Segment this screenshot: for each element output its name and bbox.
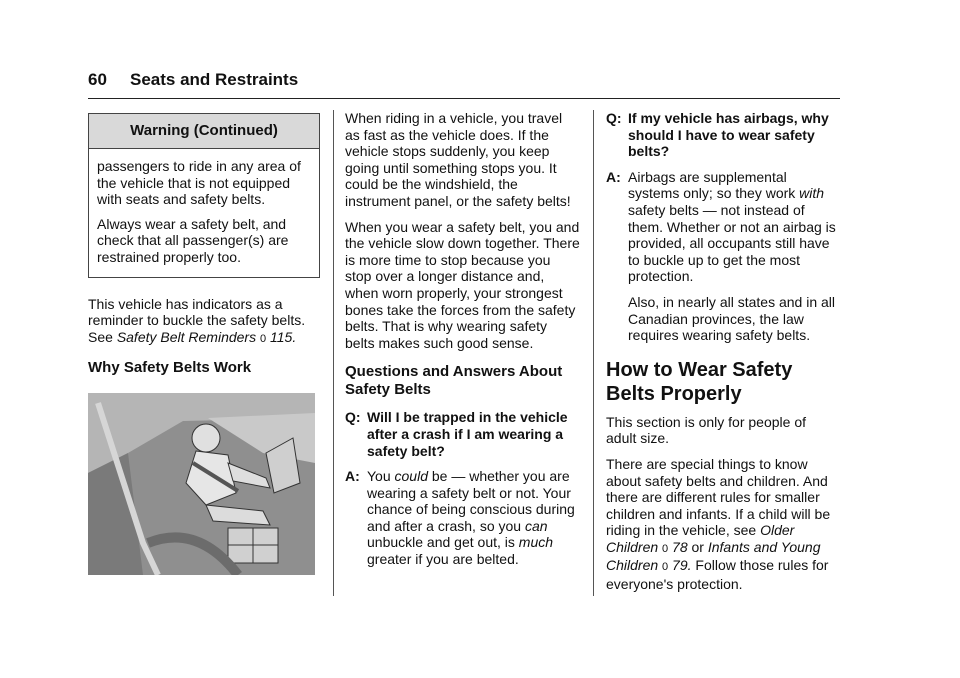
page-ref-icon: 0 bbox=[260, 332, 267, 345]
section-title: Seats and Restraints bbox=[130, 70, 299, 89]
page-ref-79[interactable]: 79. bbox=[672, 557, 692, 574]
reminder-text: This vehicle has indicators as a reminder to buckle the safety belts. See bbox=[88, 295, 306, 345]
page-number: 60 bbox=[88, 70, 107, 89]
q-label: Q: bbox=[345, 409, 361, 426]
warning-box bbox=[88, 113, 320, 278]
column-1 bbox=[88, 113, 320, 579]
warning-title: Warning (Continued) bbox=[89, 114, 319, 149]
q-label: Q: bbox=[606, 110, 622, 126]
heading-questions-answers: Questions and Answers About Safety Belts bbox=[345, 363, 563, 399]
heading-how-to-wear: How to Wear Safety Belts Properly bbox=[606, 358, 793, 405]
column-2 bbox=[345, 110, 580, 577]
answer-2 bbox=[606, 169, 840, 344]
paragraph-adult-size: This section is only for people of adult size. bbox=[606, 413, 806, 447]
a-label: A: bbox=[345, 468, 360, 485]
page-ref-78[interactable]: 78 bbox=[672, 538, 688, 555]
paragraph-children: There are special things to know about safety belts and children. And there are different rules for smaller children and infants. If a child will be riding in the vehicle, see Older Children 0 78 or Infants and Young Children 0 79. Follow those rules for everyone's protection. bbox=[606, 455, 831, 593]
answer-1 bbox=[345, 468, 580, 568]
paragraph-riding: When riding in a vehicle, you travel as fast as the vehicle does. If the vehicle stops suddenly, you keep going until something stops you. It could be the windshield, the instrument panel, or the safety belts! bbox=[345, 110, 571, 209]
crash-test-dummy-illustration bbox=[88, 393, 315, 575]
question-2 bbox=[606, 110, 840, 160]
warning-text-2: Always wear a safety belt, and check that all passenger(s) are restrained properly too. bbox=[97, 215, 289, 265]
link-older-children[interactable]: Older Children bbox=[606, 522, 795, 555]
question-2-text: If my vehicle has airbags, why should I have to wear safety belts? bbox=[628, 110, 829, 160]
paragraph-slow-down: When you wear a safety belt, you and the vehicle slow down together. There is more time to stop because you stop over a longer distance and, when worn properly, your strongest bones take the forces from the safety belts. That is why wearing safety belts makes such good sense. bbox=[345, 218, 580, 351]
warning-text-1: passengers to ride in any area of the vehicle that is not equipped with seats and safety belts. bbox=[97, 158, 301, 208]
question-1 bbox=[345, 409, 580, 459]
heading-why-safety-belts-work: Why Safety Belts Work bbox=[88, 359, 252, 377]
answer-2-text: Airbags are supplemental systems only; so they work with safety belts — not instead of them. Whether or not an airbag is provided, all occupants still have to buckle up to get the most protection. Also, in nearly all states and in all Canadian provinces, the law requires wearing safety belts. bbox=[628, 169, 840, 344]
page-ref-icon: 0 bbox=[662, 542, 669, 555]
column-3 bbox=[606, 110, 840, 602]
column-divider-1 bbox=[333, 110, 334, 596]
column-divider-2 bbox=[593, 110, 594, 596]
answer-2-law: Also, in nearly all states and in all Canadian provinces, the law requires wearing safety belts. bbox=[628, 293, 835, 344]
a-label: A: bbox=[606, 168, 621, 185]
link-safety-belt-reminders[interactable]: Safety Belt Reminders bbox=[116, 328, 257, 345]
page-ref-icon: 0 bbox=[662, 561, 669, 574]
question-1-text: Will I be trapped in the vehicle after a crash if I am wearing a safety belt? bbox=[367, 409, 568, 459]
link-infants-young-children[interactable]: Infants and Young Children bbox=[606, 538, 821, 574]
page-header bbox=[88, 70, 840, 99]
page-ref-115[interactable]: 115. bbox=[270, 328, 297, 345]
answer-1-text: You could be — whether you are wearing a safety belt or not. Your chance of being conscious during and after a crash, so you can unbuckle and get out, is much greater if you are belted. bbox=[367, 468, 575, 568]
reminder-paragraph bbox=[88, 296, 320, 348]
